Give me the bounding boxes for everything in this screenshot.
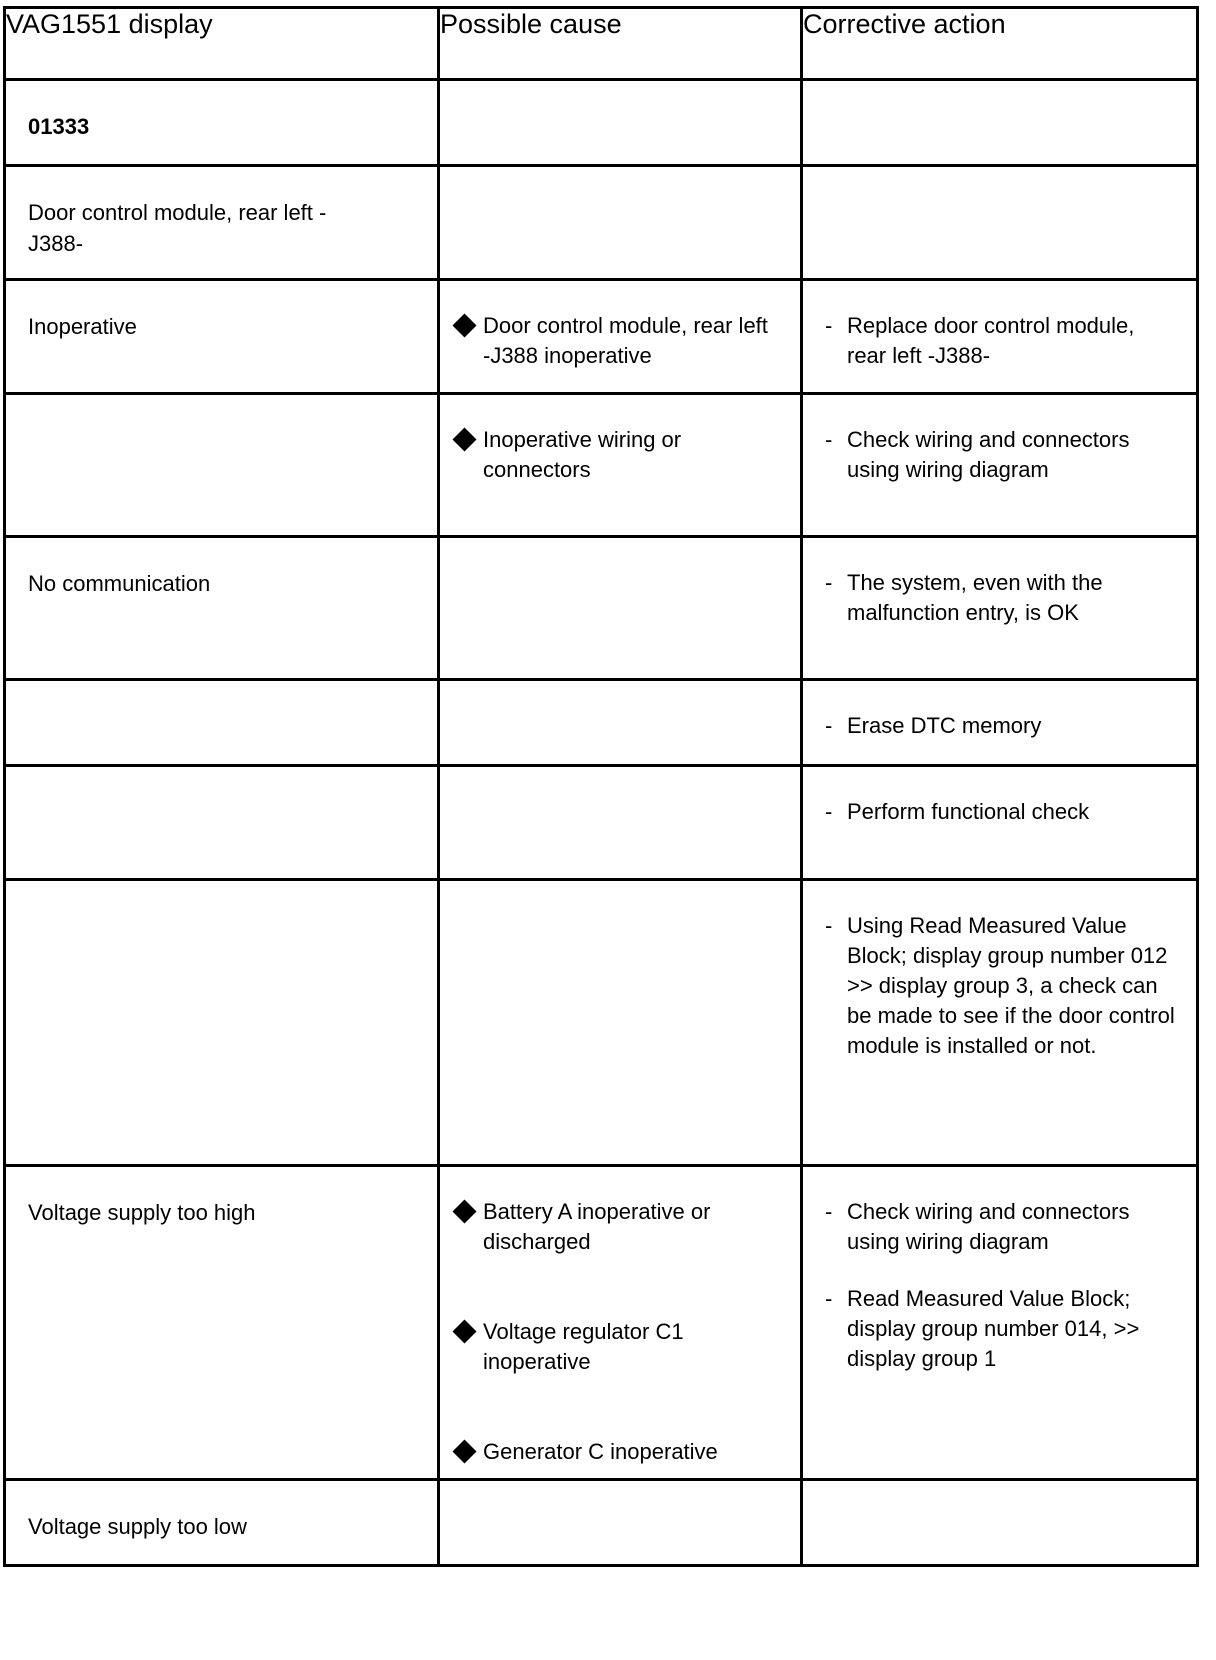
table-row [5, 880, 1198, 1166]
component-name: Door control module, rear left -J388- [28, 200, 327, 256]
table-row [5, 1480, 1198, 1566]
dash-bullet: - [825, 313, 833, 338]
cause-cell [439, 537, 802, 680]
table-row [5, 766, 1198, 880]
action-text: Check wiring and connectors using wiring diagram [847, 1199, 1130, 1254]
cause-cell [439, 166, 802, 280]
action-cell [802, 394, 1198, 537]
cause-text: Voltage regulator C1 inoperative [483, 1319, 684, 1374]
action-cell [802, 880, 1198, 1166]
action-item [803, 911, 1196, 1061]
header-cause: Possible cause [439, 8, 802, 80]
cause-text: Door control module, rear left -J388 inoperative [483, 313, 768, 368]
cause-cell [439, 880, 802, 1166]
header-action: Corrective action [802, 8, 1198, 80]
display-cell [5, 1480, 439, 1566]
display-cell [5, 680, 439, 766]
cause-item [440, 1437, 800, 1467]
cause-text: Inoperative wiring or connectors [483, 427, 682, 482]
table-row [5, 537, 1198, 680]
dash-bullet: - [825, 713, 833, 738]
cause-text: Generator C inoperative [483, 1439, 718, 1464]
display-cell [5, 880, 439, 1166]
cause-cell [439, 280, 802, 394]
action-item [803, 711, 1196, 741]
display-cell [5, 166, 439, 280]
header-display: VAG1551 display [5, 8, 439, 80]
diamond-bullet-icon [452, 1319, 476, 1343]
dash-bullet: - [825, 799, 833, 824]
action-item [803, 311, 1196, 371]
table-row [5, 166, 1198, 280]
action-text: Replace door control module, rear left -J388- [847, 313, 1135, 368]
display-text: Inoperative [28, 314, 137, 339]
display-cell [5, 80, 439, 166]
action-cell [802, 537, 1198, 680]
action-item [803, 1197, 1196, 1257]
table-row [5, 1166, 1198, 1480]
cause-cell [439, 680, 802, 766]
dash-bullet: - [825, 1199, 833, 1224]
dash-bullet: - [825, 570, 833, 595]
display-cell [5, 280, 439, 394]
action-item [803, 1284, 1196, 1374]
action-cell [802, 680, 1198, 766]
action-text: Check wiring and connectors using wiring diagram [847, 427, 1130, 482]
header-row [5, 8, 1198, 80]
action-text: Read Measured Value Block; display group number 014, >> display group 1 [847, 1286, 1140, 1371]
display-cell [5, 766, 439, 880]
cause-item [440, 425, 800, 485]
action-item [803, 568, 1196, 628]
cause-item [440, 1197, 800, 1257]
table-row [5, 80, 1198, 166]
cause-cell [439, 1480, 802, 1566]
cause-cell [439, 766, 802, 880]
action-cell [802, 166, 1198, 280]
display-text: Voltage supply too low [28, 1514, 247, 1539]
cause-cell [439, 80, 802, 166]
diamond-bullet-icon [452, 1439, 476, 1463]
diamond-bullet-icon [452, 1199, 476, 1223]
cause-item [440, 1317, 800, 1377]
fault-code: 01333 [28, 114, 90, 139]
display-cell [5, 394, 439, 537]
display-cell [5, 537, 439, 680]
table-row [5, 394, 1198, 537]
action-text: The system, even with the malfunction entry, is OK [847, 570, 1103, 625]
action-cell [802, 1480, 1198, 1566]
dash-bullet: - [825, 1286, 833, 1311]
action-text: Using Read Measured Value Block; display group number 012 >> display group 3, a check can be made to see if the door control module is installed or not. [847, 913, 1175, 1058]
action-cell [802, 280, 1198, 394]
display-cell [5, 1166, 439, 1480]
cause-cell [439, 394, 802, 537]
display-text: Voltage supply too high [28, 1200, 256, 1225]
cause-item [440, 311, 800, 371]
action-text: Erase DTC memory [847, 713, 1042, 738]
action-cell [802, 766, 1198, 880]
action-item [803, 425, 1196, 485]
diamond-bullet-icon [452, 427, 476, 451]
action-text: Perform functional check [847, 799, 1090, 824]
action-item [803, 797, 1196, 827]
cause-text: Battery A inoperative or discharged [483, 1199, 711, 1254]
table-row [5, 680, 1198, 766]
dtc-table [3, 6, 1199, 1567]
cause-cell [439, 1166, 802, 1480]
dash-bullet: - [825, 913, 833, 938]
diamond-bullet-icon [452, 313, 476, 337]
action-cell [802, 1166, 1198, 1480]
display-text: No communication [28, 571, 211, 596]
action-cell [802, 80, 1198, 166]
dash-bullet: - [825, 427, 833, 452]
table-row [5, 280, 1198, 394]
